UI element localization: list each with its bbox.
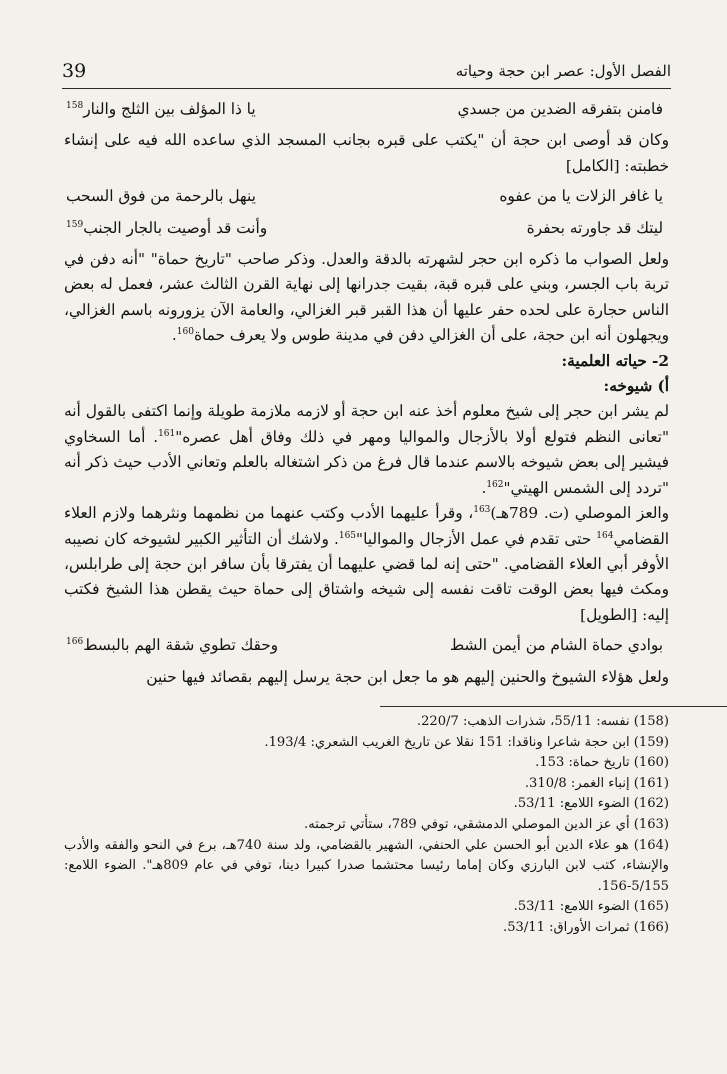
- footnote-ref: 164: [596, 530, 614, 541]
- footnote-ref: 165: [338, 530, 357, 541]
- footnote-ref: 158: [66, 100, 84, 111]
- footnote-separator: [380, 706, 727, 707]
- footnote-ref: 161: [158, 428, 176, 439]
- footnote: (159) ابن حجة شاعرا وناقدا: 151 نقلا عن تاريخ الغريب الشعري: 193/4.: [264, 734, 669, 750]
- footnote-ref: 163: [473, 505, 491, 515]
- paragraph: والعز الموصلي (ت. 789هـ)$^{163}$، وقرأ عليهما الأدب وكتب عنهما من نظمهما ونثرهما ولازم العلاء القضامي$^{164}$ حتى تقدم في عمل الأزجال والمواليا"$^{165}$. ولاشك أن التأثير الكبير لشيوخه كان نصيبه الأوفر أبي العلاء القضامي. "حتى إنه لما قضي عليهما أن يفترقا بأن سافر ابن حجة إلى طرابلس، ومكث فيها بعض الوقت تاقت نفسه إلى شيخه واشتاق إلى حماة حيث يقطن هذا الشيخ فكتب إليه: [الطويل]: [64, 504, 669, 624]
- footnote-ref: 159: [66, 219, 84, 230]
- verse-second-hemistich: ينهل بالرحمة من فوق السحب: [66, 187, 256, 206]
- footnote: (162) الضوء اللامع: 53/11.: [513, 796, 669, 812]
- footnote: (163) أي عز الدين الموصلي الدمشقي، توفي 789، ستأتي ترجمته.: [304, 816, 669, 832]
- running-title: الفصل الأول: عصر ابن حجة وحياته: [455, 62, 671, 80]
- footnotes: [64, 712, 669, 939]
- page-number: 39: [62, 60, 87, 82]
- footnote: (164) هو علاء الدين أبو الحسن علي الحنفي، الشهير بالقضامي، ولد سنة 740هـ، برع في النحو والفقه والأدب والإنشاء، كتب لابن البارزي وكان إماما رئيسا محتشما صدرا كبيرا دينا، توفي في عام 809هـ". الضوء اللامع: 5/155-156.: [64, 837, 670, 894]
- verse-line: [64, 97, 669, 122]
- footnote: (158) نفسه: 55/11، شذرات الذهب: 220/7.: [416, 714, 669, 729]
- section-heading: 2- حياته العلمية:: [561, 351, 669, 370]
- verse-first-hemistich: فامنن بتفرقه الضدين من جسدي: [457, 100, 663, 118]
- footnote: (165) الضوء اللامع: 53/11.: [513, 899, 669, 915]
- footnote: (166) ثمرات الأوراق: 53/11.: [503, 919, 669, 935]
- verse-second-hemistich: وأنت قد أوصيت بالجار الجنب$^{159}$: [66, 218, 268, 237]
- verse-first-hemistich: ليتك قد جاورته بحفرة: [526, 218, 663, 237]
- paragraph: ولعل الصواب ما ذكره ابن حجر لشهرته بالدقة والعدل. وذكر صاحب "تاريخ حماة" "أنه دفن في تربة باب الجسر، وبني على قبره قبة، بقيت جدرانها إلى نهاية القرن الثالث عشر، فعمل له بعض الناس حجارة على لحده حفر عليها أن هذا القبر قبر الغزالي، والعامة الآن يزورونه باسم الغزالي، ويجهلون أنه ابن حجة، على أن الغزالي دفن في مدينة طوس ولا يعرف حماة$^{160}$.: [64, 250, 669, 345]
- paragraph: ولعل هؤلاء الشيوخ والحنين إليهم هو ما جعل ابن حجة يرسل إليهم بقصائد فيها حنين: [146, 667, 669, 686]
- page-header: [62, 58, 671, 89]
- footnote: (161) إنباء الغمر: 310/8.: [524, 775, 669, 791]
- verse-line: [64, 184, 669, 209]
- footnote: (160) تاريخ حماة: 153.: [535, 755, 669, 771]
- verse-first-hemistich: يا غافر الزلات يا من عفوه: [499, 187, 663, 206]
- verse-second-hemistich: وحقك تطوي شقة الهم بالبسط$^{166}$: [66, 636, 279, 655]
- verse-line: [64, 633, 669, 658]
- paragraph: وكان قد أوصى ابن حجة أن "يكتب على قبره بجانب المسجد الذي ساعده الله فيه على إنشاء خطبته: [الكامل]: [64, 131, 669, 175]
- footnote-ref: 166: [66, 637, 84, 648]
- verse-first-hemistich: بوادي حماة الشام من أيمن الشط: [449, 636, 663, 655]
- verse-line: [64, 216, 669, 241]
- paragraph: لم يشر ابن حجر إلى شيخ معلوم أخذ عنه ابن حجة أو لازمه ملازمة طويلة وإنما اكتفى بالقول أنه "تعانى النظم فتولع أولا بالأزجال والمواليا ومهر في ذلك وفاق أهل عصره"$^{161}$. أما السخاوي فيشير إلى بعض شيوخه بالاسم عندما قال فرغ من ذكر اشتغاله بالعلم وتعاني الأدب حيث ذكر أنه "تردد إلى الشمس الهيتي"$^{162}$.: [64, 402, 669, 497]
- footnote-ref: 160: [176, 327, 194, 338]
- main-text: [64, 92, 669, 690]
- footnote-ref: 162: [486, 479, 504, 490]
- verse-second-hemistich: يا ذا المؤلف بين الثلج والنار$^{158}$: [66, 100, 256, 118]
- subsection-heading: أ) شيوخه:: [603, 377, 669, 396]
